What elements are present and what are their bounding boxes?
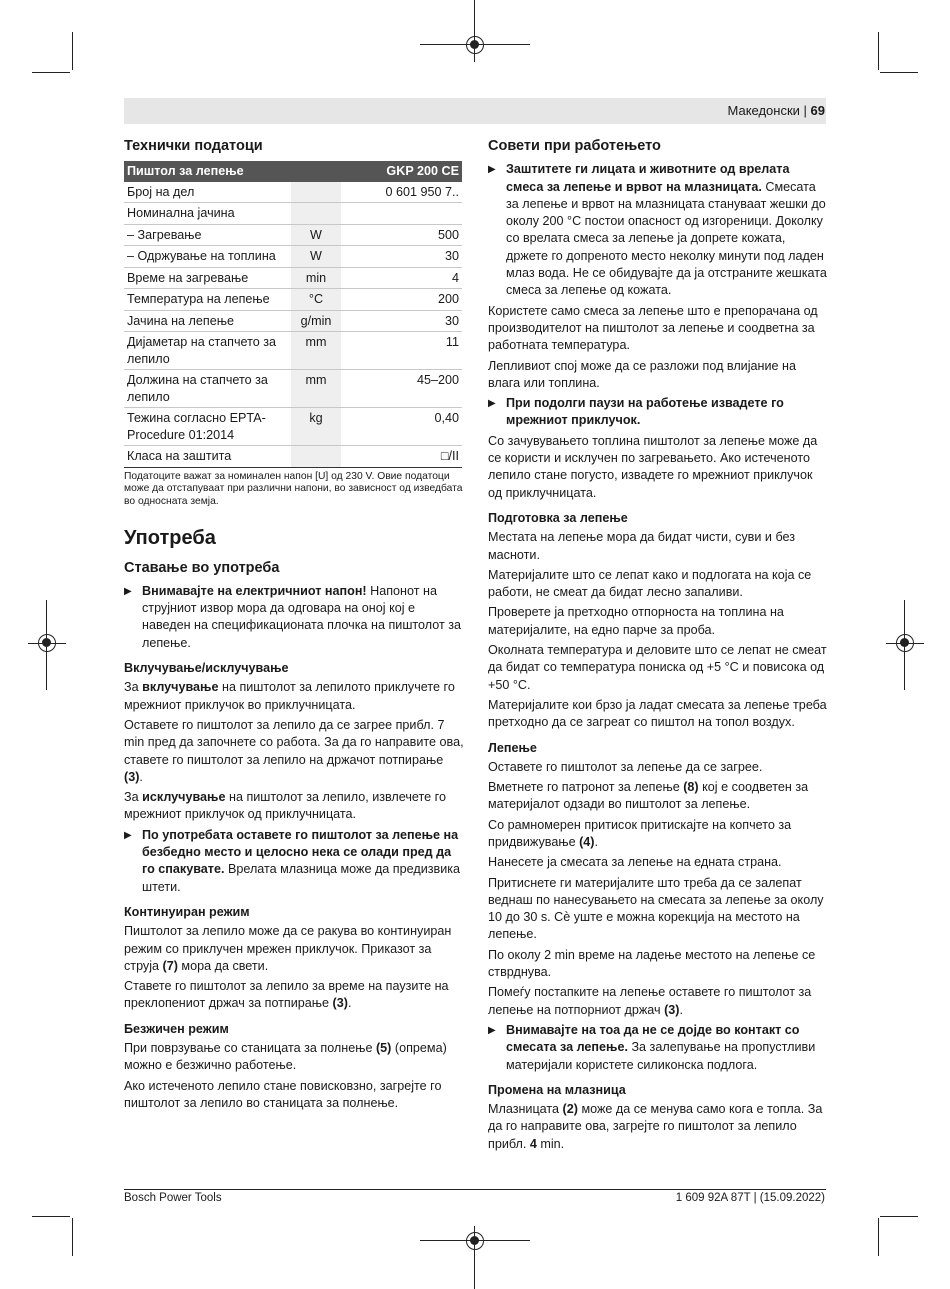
table-row — [124, 310, 462, 332]
prep-text-5: Материјалите кои брзо ја ладат смесата за лепење треба претходно да се загреат со пиштол на топол воздух. — [488, 697, 827, 730]
gluing-text-6: По околу 2 min време на ладење местото на лепење се стврднува. — [488, 947, 816, 980]
table-cell-unit — [291, 446, 341, 468]
tech-data-table — [124, 161, 462, 468]
left-column — [124, 138, 464, 1115]
table-cell-unit: mm — [291, 332, 341, 370]
table-cell-unit: kg — [291, 408, 341, 446]
tips-text-2: Лепливиот спој може да се разложи под влијание на влага или топлина. — [488, 358, 796, 390]
nozzle-text: Млазницата (2) може да се менува само кога е топла. За да го направите ова, загрејте го пиштолот за лепило прибл. 4 min. — [488, 1102, 823, 1151]
crop-mark — [32, 72, 70, 73]
table-cell-value: 0 601 950 7.. — [341, 182, 462, 203]
table-cell-label: Јачина на лепење — [124, 310, 291, 332]
nozzle-title: Промена на млазница — [488, 1082, 626, 1097]
registration-mark-icon — [466, 36, 484, 54]
table-cell-label: – Загревање — [124, 224, 291, 246]
crop-mark — [72, 1218, 73, 1256]
table-cell-value: 11 — [341, 332, 462, 370]
burn-warning: ▶ Заштитете ги лицата и животните од врелата смеса за лепење и врвот на млазницата. Смесата за лепење и врвот на млазницата стануваат жешки до околу 200 °C постои опасност од изгореници. Доколку со врелата смеса за лепење ја допрете кожата, држете го допреното место неколку минути под ладен млаз вода. Не се обидувајте да ја отстраните жешката смеса за лепење од кожата. — [488, 161, 828, 299]
table-row — [124, 446, 462, 468]
registration-mark-icon — [896, 634, 914, 652]
table-row — [124, 408, 462, 446]
table-cell-value: □/II — [341, 446, 462, 468]
continuous-text-2: Ставете го пиштолот за лепило за време на паузите на преклопениот држач за потпирање (3). — [124, 979, 449, 1011]
registration-mark-icon — [38, 634, 56, 652]
onoff-title: Вклучување/исклучување — [124, 661, 289, 676]
contact-warning: ▶ Внимавајте на тоа да не се дојде во контакт со смесата за лепење. За залепување на пропустливи материјали користете силиконска подлога. — [488, 1022, 828, 1074]
table-cell-unit: W — [291, 246, 341, 268]
tips-text-1: Користете само смеса за лепење што е препорачана од производителот на пиштолот за лепење и соодветна за работната температура. — [488, 303, 818, 353]
table-cell-value: 0,40 — [341, 408, 462, 446]
page-number: 69 — [810, 103, 825, 118]
gluing-text-3: Со рамномерен притисок притискајте на копчето за придвижување (4). — [488, 817, 792, 849]
prep-text-1: Местата на лепење мора да бидат чисти, суви и без масноти. — [488, 530, 796, 562]
table-cell-label: Номинална јачина — [124, 203, 291, 225]
startup-title: Ставање во употреба — [124, 559, 280, 576]
table-cell-label: – Одржување на топлина — [124, 246, 291, 268]
table-cell-value: 200 — [341, 289, 462, 311]
table-cell-label: Време на загревање — [124, 267, 291, 289]
table-cell-value: 4 — [341, 267, 462, 289]
table-cell-value — [341, 203, 462, 225]
table-cell-label: Тежина согласно EPTA-Procedure 01:2014 — [124, 408, 291, 446]
use-title: Употреба — [124, 527, 216, 550]
right-column — [488, 138, 828, 1156]
table-cell-value: 30 — [341, 246, 462, 268]
voltage-warning — [124, 583, 464, 652]
table-row — [124, 246, 462, 268]
gluing-text-2: Вметнете го патронот за лепење (8) кој е соодветен за материјалот одзади во пиштолот за лепење. — [488, 780, 809, 812]
table-row — [124, 182, 462, 203]
tips-title: Совети при работењето — [488, 138, 661, 154]
table-cell-unit — [291, 182, 341, 203]
crop-mark — [878, 32, 879, 70]
continuous-mode-title: Континуиран режим — [124, 904, 250, 919]
table-cell-value: 30 — [341, 310, 462, 332]
gluing-text-4: Нанесете ја смесата за лепење на едната страна. — [488, 855, 782, 870]
storage-warning: ▶ По употребата оставете го пиштолот за лепење на безбедно место и целосно нека се олади пред да го спакувате. Врелата млазница може да предизвика штети. — [124, 827, 464, 896]
page-header-bar — [124, 98, 826, 124]
table-cell-label: Класа на заштита — [124, 446, 291, 468]
table-cell-unit: min — [291, 267, 341, 289]
table-cell-label: Број на дел — [124, 182, 291, 203]
table-cell-unit: °C — [291, 289, 341, 311]
crop-mark — [878, 1218, 879, 1256]
table-row — [124, 370, 462, 408]
table-cell-label: Температура на лепење — [124, 289, 291, 311]
table-cell-unit — [291, 203, 341, 225]
wireless-text-1: При поврзување со станицата за полнење (5) (опрема) можно е безжично работење. — [124, 1041, 447, 1073]
switch-on-text: За вклучување на пиштолот за лепилото приклучете го мрежниот приклучок во приклучницата. — [124, 680, 455, 712]
table-cell-value: 45–200 — [341, 370, 462, 408]
wireless-mode-title: Безжичен режим — [124, 1021, 229, 1036]
table-cell-unit: g/min — [291, 310, 341, 332]
wireless-text-2: Ако истеченото лепило стане повисковзно, загрејте го пиштолот за лепило во станицата за полнење. — [124, 1078, 442, 1110]
table-cell-value: 500 — [341, 224, 462, 246]
table-cell-unit: W — [291, 224, 341, 246]
table-row — [124, 332, 462, 370]
header-language: Македонски — [727, 103, 800, 118]
table-row — [124, 289, 462, 311]
prep-title: Подготовка за лепење — [488, 510, 628, 525]
prep-text-2: Материјалите што се лепат како и подлогата на која се работи, не смеат да бидат лесно запаливи. — [488, 567, 812, 600]
table-cell-label: Дијаметар на стапчето за лепило — [124, 332, 291, 370]
crop-mark — [880, 1216, 918, 1217]
table-cell-label: Должина на стапчето за лепило — [124, 370, 291, 408]
tips-text-3: Со зачувувањето топлина пиштолот за лепење може да се користи и исклучен по загревањето. Ако истеченото лепило стане погусто, извадете го мрежниот приклучок од приклучницата. — [488, 433, 818, 500]
table-header — [124, 161, 462, 182]
heat-up-text: Оставете го пиштолот за лепило да се загрее прибл. 7 min пред да започнете со работа. За да го направите ова, ставете го пиштолот за лепило на држачот потпирање (3). — [124, 717, 464, 784]
table-footnote: Податоците важат за номинален напон [U] од 230 V. Овие податоци може да отстапуваат при различни напони, во зависност од изведбата во односната земја. — [124, 470, 463, 507]
table-cell-unit: mm — [291, 370, 341, 408]
gluing-text-1: Оставете го пиштолот за лепење да се загрее. — [488, 759, 763, 774]
page-header: Македонски | 69 — [727, 103, 825, 118]
table-header-model: GKP 200 CE — [341, 161, 462, 182]
footer-brand: Bosch Power Tools — [124, 1192, 222, 1204]
gluing-title: Лепење — [488, 740, 537, 755]
crop-mark — [880, 72, 918, 73]
table-row — [124, 203, 462, 225]
prep-text-3: Проверете ја претходно отпорноста на топлина на материјалите, на едно парче за проба. — [488, 605, 784, 637]
tech-data-title: Технички податоци — [124, 138, 263, 154]
table-header-product: Пиштол за лепење — [124, 161, 341, 182]
unplug-warning: ▶ При подолги паузи на работење извадете го мрежниот приклучок. — [488, 395, 828, 430]
table-row — [124, 224, 462, 246]
warning-text: Напонот на струјниот извор мора да одговара на оној кој е наведен на спецификационата плочка на пиштолот за лепење. — [142, 583, 462, 650]
switch-off-text: За исклучување на пиштолот за лепило, извлечете го мрежниот приклучок од приклучницата. — [124, 790, 446, 822]
continuous-text-1: Пиштолот за лепило може да се ракува во континуиран режим со приклучен мрежен приклучок. Приказот за струја (7) мора да свети. — [124, 924, 452, 973]
crop-mark — [72, 32, 73, 70]
gluing-text-5: Притиснете ги материјалите што треба да се залепат веднаш по нанесувањето на смесата за лепење за околу 10 до 30 s. Сѐ уште е можна корекција на местото на лепење. — [488, 875, 824, 942]
warning-bold: Внимавајте на електричниот напон! — [142, 583, 367, 598]
table-row — [124, 267, 462, 289]
footer-rule — [124, 1189, 826, 1190]
registration-mark-icon — [466, 1232, 484, 1250]
crop-mark — [32, 1216, 70, 1217]
footer-docnum: 1 609 92A 87T | (15.09.2022) — [675, 1192, 825, 1204]
gluing-text-7: Помеѓу постапките на лепење оставете го пиштолот за лепење на потпорниот држач (3). — [488, 985, 812, 1017]
prep-text-4: Околната температура и деловите што се лепат не смеат да бидат со температура пониска од +5 °C и повисока од +50 °C. — [488, 643, 827, 692]
